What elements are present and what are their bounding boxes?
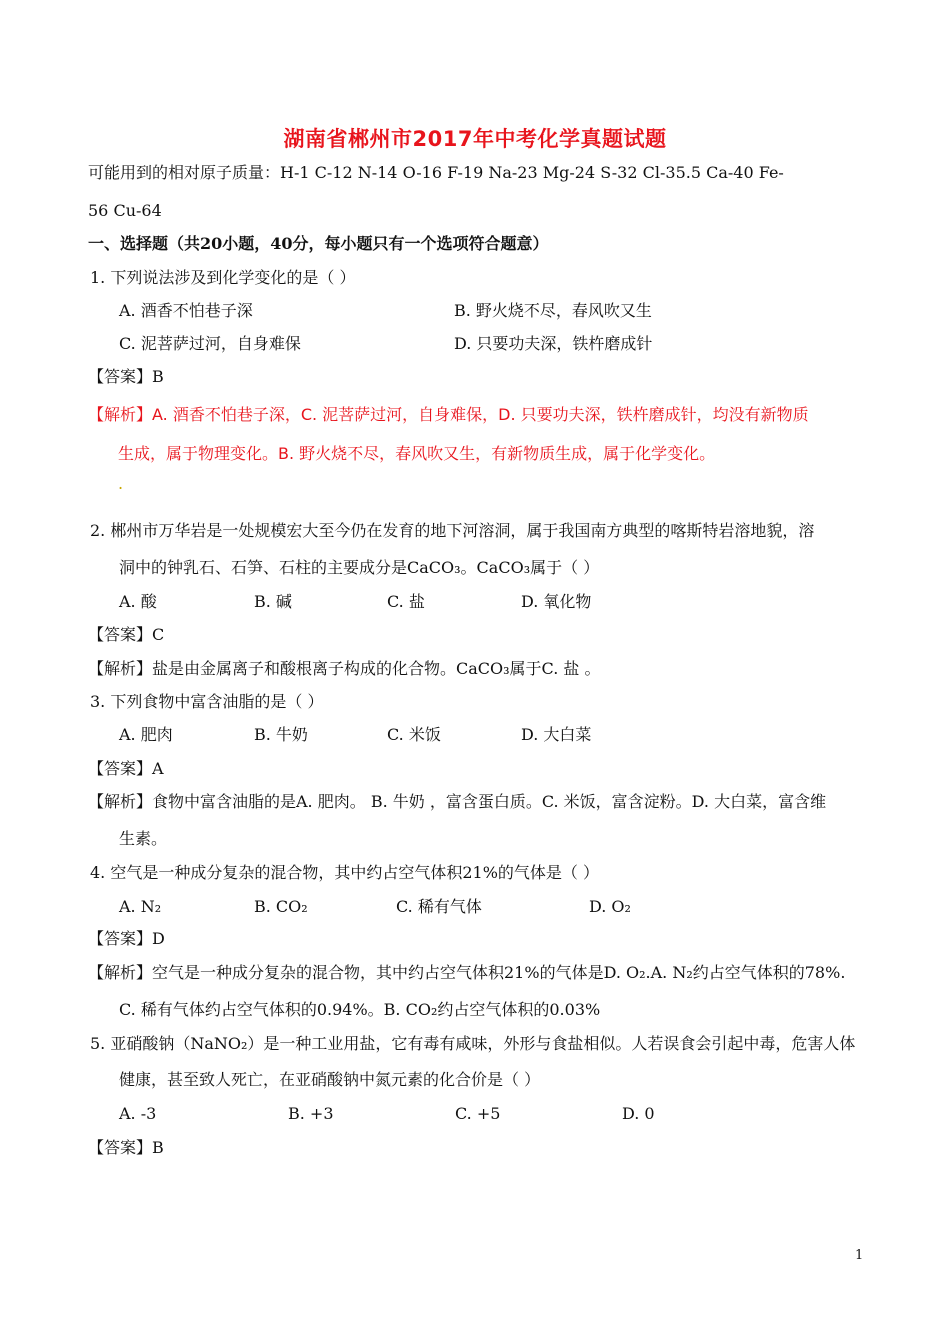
- question-3-analysis-continued: 生素。: [119, 829, 168, 848]
- question-5-option-c: C. +5: [455, 1104, 501, 1123]
- question-2-answer: 【答案】C: [88, 625, 165, 644]
- question-3-option-a: A. 肥肉: [119, 725, 173, 744]
- stray-dot: .: [118, 474, 124, 493]
- question-1-answer: 【答案】B: [88, 367, 164, 386]
- question-1-option-b: B. 野火烧不尽，春风吹又生: [454, 301, 652, 320]
- question-5-stem-continued: 健康，甚至致人死亡，在亚硝酸钠中氮元素的化合价是（ ）: [119, 1070, 541, 1089]
- question-4-analysis-continued: C. 稀有气体约占空气体积的0.94%。B. CO₂约占空气体积的0.03%: [119, 1000, 601, 1019]
- question-5-option-d: D. 0: [622, 1104, 655, 1123]
- question-4-option-c: C. 稀有气体: [396, 897, 482, 916]
- question-1-analysis: 【解析】A. 酒香不怕巷子深，C. 泥菩萨过河，自身难保，D. 只要功夫深，铁杵磨成针，均没有新物质: [88, 405, 809, 424]
- question-5-option-a: A. -3: [119, 1104, 157, 1123]
- question-1-analysis-continued: 生成，属于物理变化。B. 野火烧不尽，春风吹又生，有新物质生成，属于化学变化。: [118, 444, 716, 463]
- section-heading: 一、选择题（共20小题，40分，每小题只有一个选项符合题意）: [88, 234, 549, 253]
- question-4-option-a: A. N₂: [119, 897, 162, 916]
- question-2-option-c: C. 盐: [387, 592, 425, 611]
- question-5-stem: 5. 亚硝酸钠（NaNO₂）是一种工业用盐，它有毒有咸味，外形与食盐相似。人若误食会引起中毒，危害人体: [90, 1034, 856, 1053]
- question-2-stem-continued: 洞中的钟乳石、石笋、石柱的主要成分是CaCO₃。CaCO₃属于（ ）: [119, 558, 600, 577]
- question-5-option-b: B. +3: [288, 1104, 334, 1123]
- question-4-answer: 【答案】D: [88, 929, 165, 948]
- question-2-stem: 2. 郴州市万华岩是一处规模宏大至今仍在发育的地下河溶洞，属于我国南方典型的喀斯特岩溶地貌，溶: [90, 521, 815, 540]
- question-3-option-b: B. 牛奶: [254, 725, 308, 744]
- question-1-option-d: D. 只要功夫深，铁杵磨成针: [454, 334, 653, 353]
- question-1-stem: 1. 下列说法涉及到化学变化的是（ ）: [90, 268, 356, 287]
- question-2-option-d: D. 氧化物: [521, 592, 592, 611]
- page-number: 1: [855, 1248, 864, 1263]
- question-4-stem: 4. 空气是一种成分复杂的混合物，其中约占空气体积21%的气体是（ ）: [90, 863, 600, 882]
- question-3-analysis: 【解析】食物中富含油脂的是A. 肥肉。 B. 牛奶 ，富含蛋白质。C. 米饭，富含淀粉。D. 大白菜，富含维: [88, 792, 827, 811]
- question-2-option-a: A. 酸: [119, 592, 157, 611]
- question-2-analysis: 【解析】盐是由金属离子和酸根离子构成的化合物。CaCO₃属于C. 盐 。: [88, 659, 601, 678]
- question-4-analysis: 【解析】空气是一种成分复杂的混合物，其中约占空气体积21%的气体是D. O₂.A. N₂约占空气体积的78%.: [88, 963, 846, 982]
- question-2-option-b: B. 碱: [254, 592, 292, 611]
- question-3-option-c: C. 米饭: [387, 725, 441, 744]
- question-1-option-a: A. 酒香不怕巷子深: [119, 301, 253, 320]
- question-3-answer: 【答案】A: [88, 759, 164, 778]
- question-4-option-d: D. O₂: [589, 897, 631, 916]
- atomic-mass-line-continued: 56 Cu-64: [88, 201, 162, 220]
- question-3-stem: 3. 下列食物中富含油脂的是（ ）: [90, 692, 324, 711]
- question-4-option-b: B. CO₂: [254, 897, 308, 916]
- atomic-mass-line: 可能用到的相对原子质量：H-1 C-12 N-14 O-16 F-19 Na-23 Mg-24 S-32 Cl-35.5 Ca-40 Fe-: [88, 163, 784, 182]
- question-5-answer: 【答案】B: [88, 1138, 164, 1157]
- page-title: 湖南省郴州市2017年中考化学真题试题: [283, 127, 667, 151]
- question-3-option-d: D. 大白菜: [521, 725, 592, 744]
- question-1-option-c: C. 泥菩萨过河，自身难保: [119, 334, 301, 353]
